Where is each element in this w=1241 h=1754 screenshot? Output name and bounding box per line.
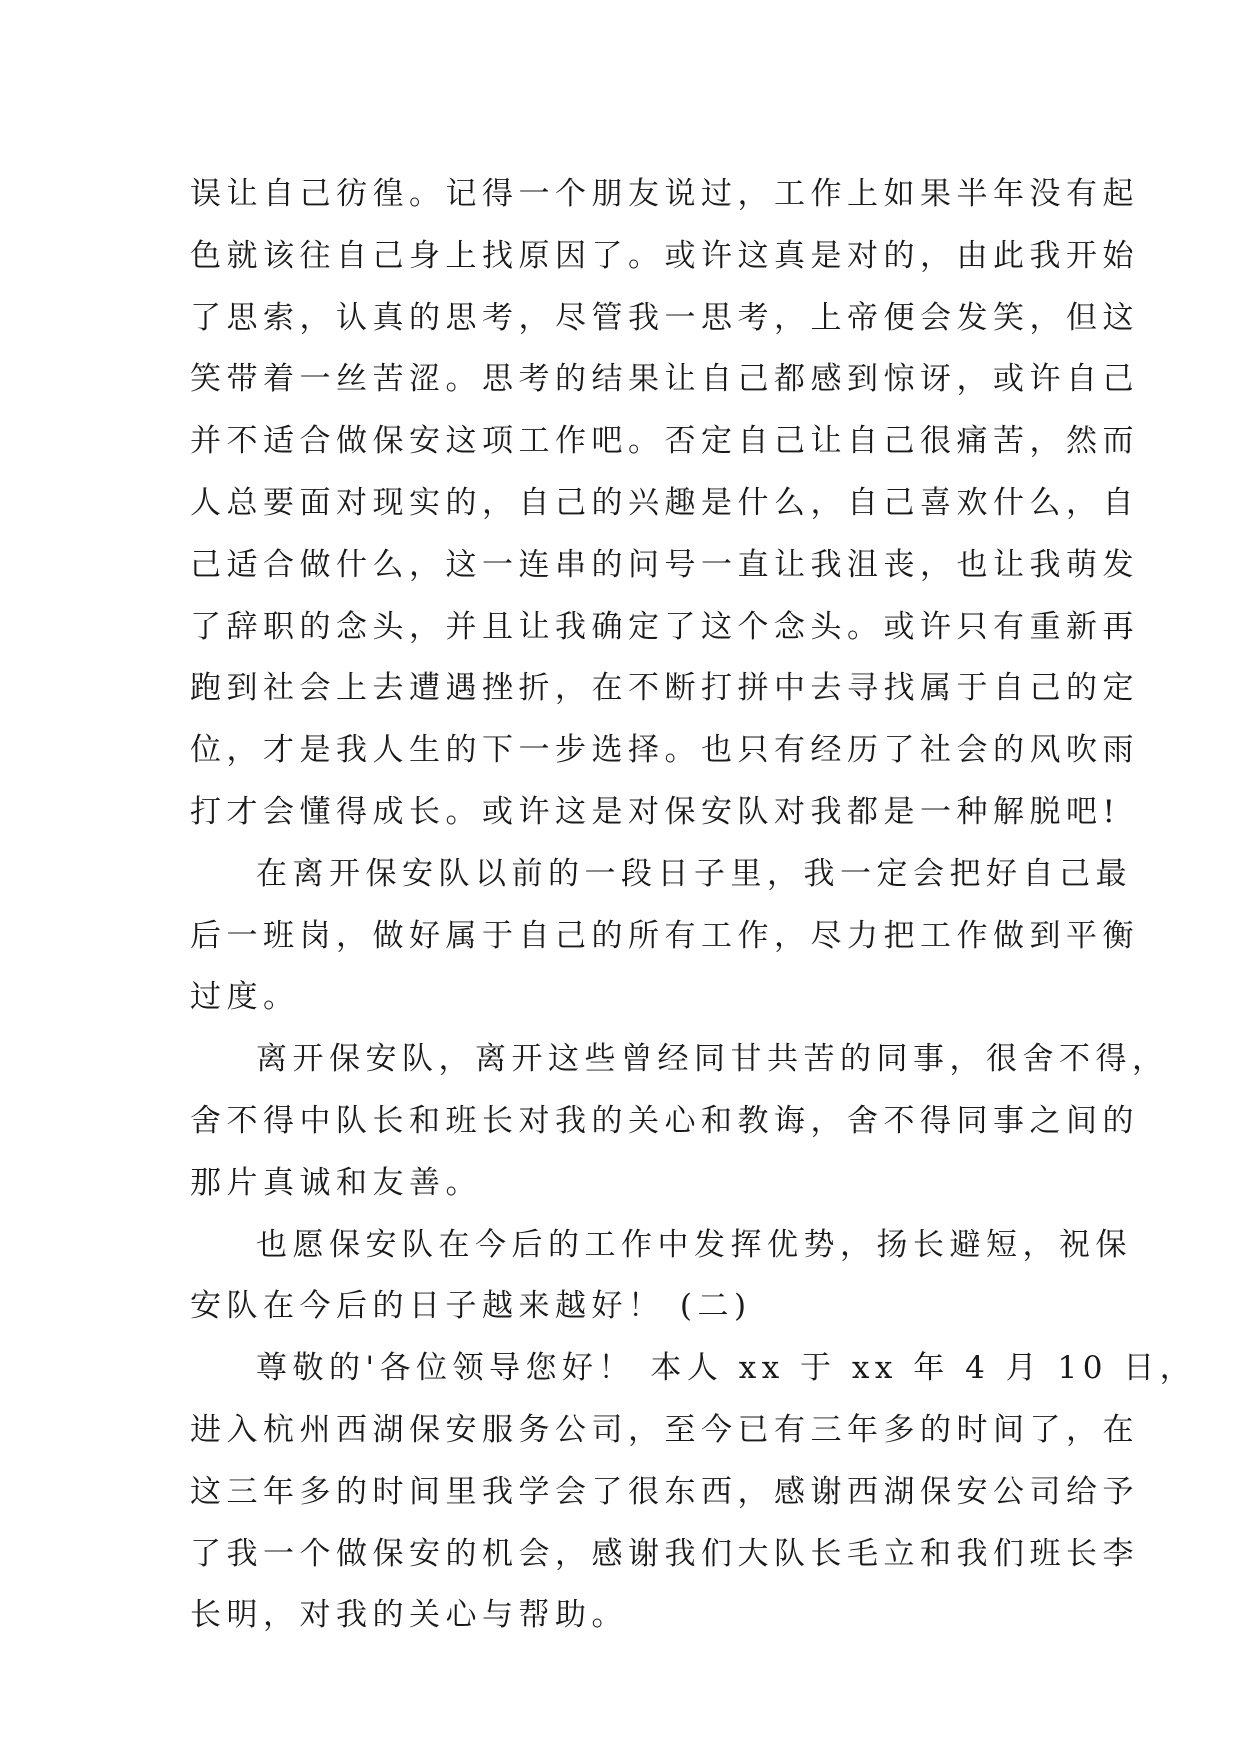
text-line: 了辞职的念头，并且让我确定了这个念头。或许只有重新再 (190, 608, 1139, 645)
text-line: 这三年多的时间里我学会了很东西，感谢西湖保安公司给予 (190, 1473, 1139, 1510)
text-line: 了我一个做保安的机会，感谢我们大队长毛立和我们班长李 (190, 1535, 1139, 1572)
paragraph-first-line: 也愿保安队在今后的工作中发挥优势，扬长避短，祝保 (256, 1226, 1132, 1263)
text-line: 打才会懂得成长。或许这是对保安队对我都是一种解脱吧! (190, 793, 1121, 830)
text-line: 进入杭州西湖保安服务公司，至今已有三年多的时间了，在 (190, 1411, 1139, 1448)
text-line: 了思索，认真的思考，尽管我一思考，上帝便会发笑，但这 (190, 299, 1139, 336)
text-line: 笑带着一丝苦涩。思考的结果让自己都感到惊讶，或许自己 (190, 361, 1139, 398)
text-line: 后一班岗，做好属于自己的所有工作，尽力把工作做到平衡 (190, 917, 1139, 954)
paragraph-first-line: 离开保安队，离开这些曾经同甘共苦的同事，很舍不得， (256, 1041, 1169, 1078)
text-line: 位，才是我人生的下一步选择。也只有经历了社会的风吹雨 (190, 732, 1139, 769)
text-line: 跑到社会上去遭遇挫折，在不断打拼中去寻找属于自己的定 (190, 670, 1139, 707)
text-line: 过度。 (190, 979, 300, 1016)
text-line: 人总要面对现实的，自己的兴趣是什么，自己喜欢什么，自 (190, 484, 1139, 521)
text-line: 色就该往自己身上找原因了。或许这真是对的，由此我开始 (190, 237, 1139, 274)
text-line: 误让自己彷徨。记得一个朋友说过，工作上如果半年没有起 (190, 176, 1139, 212)
text-line: 并不适合做保安这项工作吧。否定自己让自己很痛苦，然而 (190, 423, 1139, 460)
text-line: 安队在今后的日子越来越好！ (二) (190, 1288, 752, 1325)
text-line: 己适合做什么，这一连串的问号一直让我沮丧，也让我萌发 (190, 546, 1139, 583)
text-line: 那片真诚和友善。 (190, 1164, 482, 1201)
text-line: 长明，对我的关心与帮助。 (190, 1597, 628, 1634)
paragraph-first-line: 在离开保安队以前的一段日子里，我一定会把好自己最 (256, 855, 1132, 892)
text-line: 舍不得中队长和班长对我的关心和教诲，舍不得同事之间的 (190, 1102, 1139, 1139)
paragraph-first-line: 尊敬的'各位领导您好！ 本人 xx 于 xx 年 4 月 10 日， (256, 1350, 1197, 1387)
body-text (190, 164, 1197, 1647)
